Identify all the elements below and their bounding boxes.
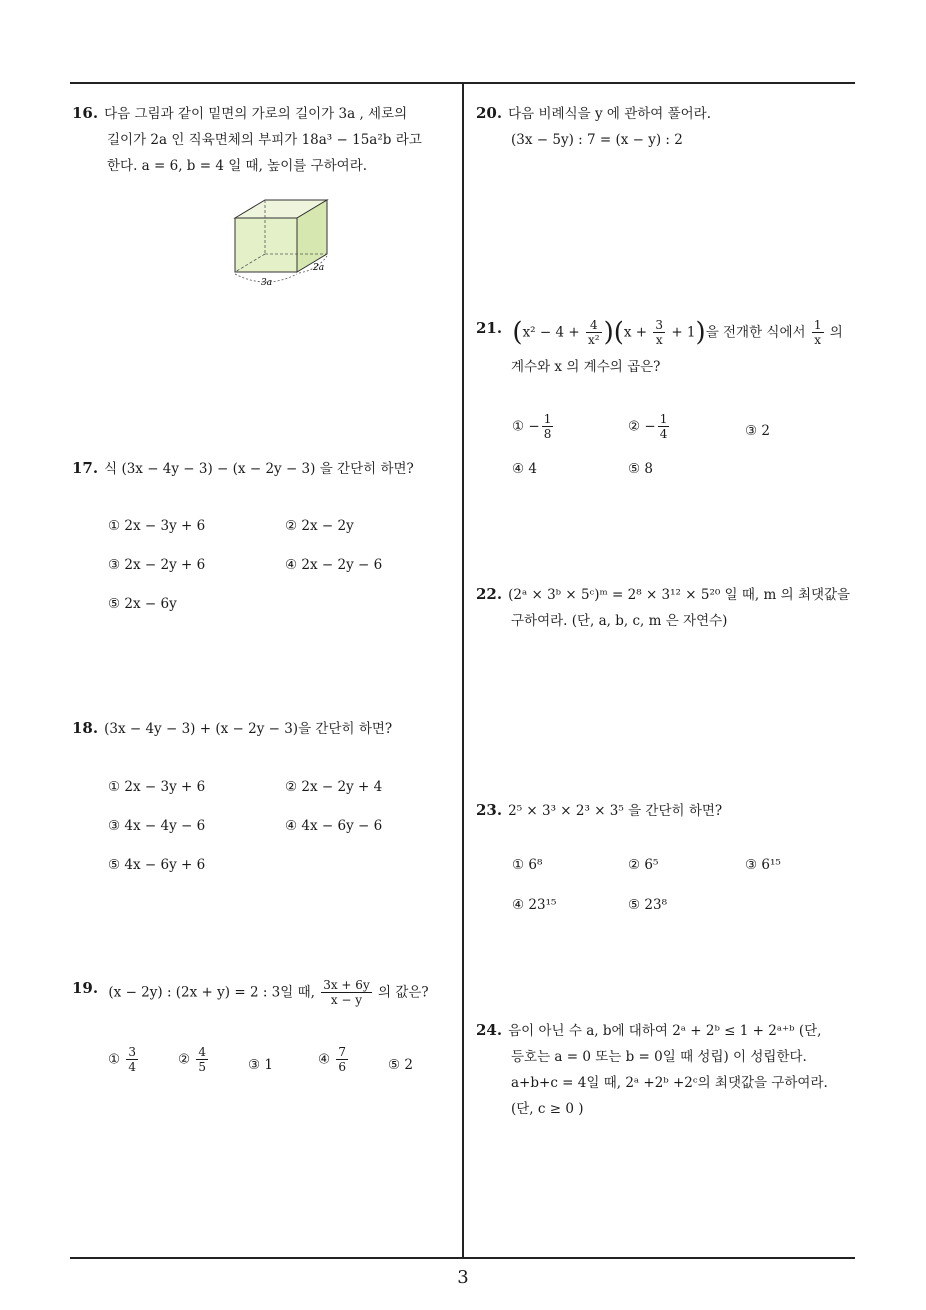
problem-24-line2: 등호는 a = 0 또는 b = 0일 때 성립) 이 성립한다. [511, 1049, 807, 1065]
problem-16 [72, 100, 457, 179]
choice-label: ② [178, 1051, 191, 1068]
problem-23 [476, 797, 861, 824]
fraction [321, 978, 372, 1007]
choice-1[interactable]: ① 2x − 3y + 6 [108, 779, 206, 795]
problem-16-line3: 한다. a = 6, b = 4 일 때, 높이를 구하여라. [107, 158, 368, 174]
numerator: 1 [543, 412, 552, 426]
problem-text: 식 (3x − 4y − 3) − (x − 2y − 3) 을 간단히 하면? [104, 461, 414, 477]
expression: x² − 4 + [522, 324, 580, 341]
problem-text: 을 전개한 식에서 [705, 324, 806, 341]
paren: ) [695, 317, 706, 348]
paren: ) [603, 317, 614, 348]
choice-label: ① − [512, 418, 540, 435]
depth-label: 2a [313, 263, 325, 273]
choice-1[interactable] [512, 412, 555, 441]
choice-2[interactable] [178, 1045, 210, 1074]
choice-5[interactable]: ⑤ 2 [388, 1057, 413, 1073]
problem-21-line1 [476, 318, 866, 347]
choice-3[interactable]: ③ 4x − 4y − 6 [108, 818, 206, 834]
choice-label: ② − [628, 418, 656, 435]
problem-number: 19. [72, 979, 99, 997]
cuboid-front-face [235, 218, 297, 272]
problem-text: (x − 2y) : (2x + y) = 2 : 3일 때, [108, 984, 315, 1001]
numerator: 1 [813, 318, 822, 332]
problem-20 [476, 100, 861, 153]
denominator: x [814, 333, 822, 347]
choice-2[interactable] [628, 412, 671, 441]
paren: ( [613, 317, 624, 348]
choice-5[interactable]: ⑤ 8 [628, 461, 653, 477]
denominator: 4 [659, 427, 668, 441]
width-label: 3a [261, 278, 273, 288]
expression: x + [623, 324, 648, 341]
problem-number: 24. [476, 1021, 503, 1039]
problem-text: 의 값은? [378, 984, 429, 1001]
problem-number: 21. [476, 319, 503, 337]
choice-4[interactable]: ④ 4x − 6y − 6 [285, 818, 383, 834]
choice-4[interactable]: ④ 2x − 2y − 6 [285, 557, 383, 573]
problem-24-line4: (단, c ≥ 0 ) [511, 1101, 584, 1117]
fraction [196, 1045, 208, 1074]
choice-5[interactable]: ⑤ 23⁸ [628, 897, 667, 913]
denominator: x² [587, 333, 600, 347]
problem-20-line1 [476, 100, 861, 127]
problem-19 [72, 978, 457, 1007]
choice-2[interactable]: ② 2x − 2y [285, 518, 354, 534]
problem-number: 17. [72, 459, 99, 477]
problem-18 [72, 715, 457, 742]
denominator: 5 [198, 1060, 207, 1074]
problem-24 [476, 1017, 866, 1122]
problem-21-line2: 계수와 x 의 계수의 곱은? [511, 359, 661, 375]
problem-text: (3x − 4y − 3) + (x − 2y − 3)을 간단히 하면? [104, 721, 393, 737]
denominator: 8 [543, 427, 552, 441]
column-divider [462, 83, 464, 1258]
choice-1[interactable]: ① 2x − 3y + 6 [108, 518, 206, 534]
problem-text: 다음 그림과 같이 밑면의 가로의 길이가 3a , 세로의 [104, 106, 408, 122]
choice-label: ① [108, 1051, 121, 1068]
fraction [658, 412, 670, 441]
problem-text: (2ᵃ × 3ᵇ × 5ᶜ)ᵐ = 2⁸ × 3¹² × 5²⁰ 일 때, m 의 최댓값을 [508, 587, 851, 603]
page-number: 3 [457, 1267, 469, 1288]
problem-number: 16. [72, 104, 99, 122]
numerator: 3x + 6y [323, 978, 370, 992]
choice-4[interactable] [318, 1045, 350, 1074]
fraction [126, 1045, 138, 1074]
denominator: 6 [338, 1060, 347, 1074]
problem-text: 2⁵ × 3³ × 2³ × 3⁵ 을 간단히 하면? [508, 803, 723, 819]
problem-text: 다음 비례식을 y 에 관하여 풀어라. [508, 106, 712, 122]
choice-4[interactable]: ④ 4 [512, 461, 537, 477]
denominator: x − y [330, 993, 363, 1007]
problem-24-line1 [476, 1017, 866, 1044]
cuboid-figure [225, 190, 345, 290]
problem-21 [476, 318, 866, 377]
choice-3[interactable]: ③ 6¹⁵ [745, 857, 781, 873]
problem-20-line2: (3x − 5y) : 7 = (x − y) : 2 [511, 132, 683, 148]
choice-2[interactable]: ② 6⁵ [628, 857, 659, 873]
problem-number: 22. [476, 585, 503, 603]
fraction [653, 318, 665, 347]
choice-3[interactable]: ③ 2x − 2y + 6 [108, 557, 206, 573]
fraction [542, 412, 554, 441]
fraction [586, 318, 602, 347]
denominator: x [655, 333, 663, 347]
denominator: 4 [128, 1060, 137, 1074]
paren: ( [512, 317, 523, 348]
problem-22 [476, 581, 866, 634]
fraction [812, 318, 824, 347]
choice-1[interactable]: ① 6⁸ [512, 857, 543, 873]
problem-number: 20. [476, 104, 503, 122]
choice-5[interactable]: ⑤ 2x − 6y [108, 596, 177, 612]
choice-1[interactable] [108, 1045, 140, 1074]
problem-number: 23. [476, 801, 503, 819]
choice-2[interactable]: ② 2x − 2y + 4 [285, 779, 383, 795]
numerator: 7 [338, 1045, 347, 1059]
choice-label: ④ [318, 1051, 331, 1068]
numerator: 4 [586, 318, 602, 333]
problem-text: 의 [829, 324, 843, 341]
problem-24-line3: a+b+c = 4일 때, 2ᵃ +2ᵇ +2ᶜ의 최댓값을 구하여라. [511, 1075, 828, 1091]
expression: + 1 [671, 324, 696, 341]
choice-3[interactable]: ③ 2 [745, 423, 770, 439]
choice-4[interactable]: ④ 23¹⁵ [512, 897, 557, 913]
numerator: 4 [198, 1045, 207, 1059]
numerator: 3 [128, 1045, 137, 1059]
problem-22-line1 [476, 581, 866, 608]
fraction [336, 1045, 348, 1074]
problem-number: 18. [72, 719, 99, 737]
choice-3[interactable]: ③ 1 [248, 1057, 273, 1073]
problem-22-line2: 구하여라. (단, a, b, c, m 은 자연수) [511, 613, 728, 629]
numerator: 3 [655, 318, 664, 332]
problem-16-line1 [72, 100, 457, 127]
numerator: 1 [659, 412, 668, 426]
problem-16-line2: 길이가 2a 인 직육면체의 부피가 18a³ − 15a²b 라고 [107, 132, 422, 148]
problem-17 [72, 455, 457, 482]
problem-text: 음이 아닌 수 a, b에 대하여 2ᵃ + 2ᵇ ≤ 1 + 2ᵃ⁺ᵇ (단, [508, 1023, 822, 1039]
choice-5[interactable]: ⑤ 4x − 6y + 6 [108, 857, 206, 873]
bottom-rule [70, 1257, 855, 1259]
